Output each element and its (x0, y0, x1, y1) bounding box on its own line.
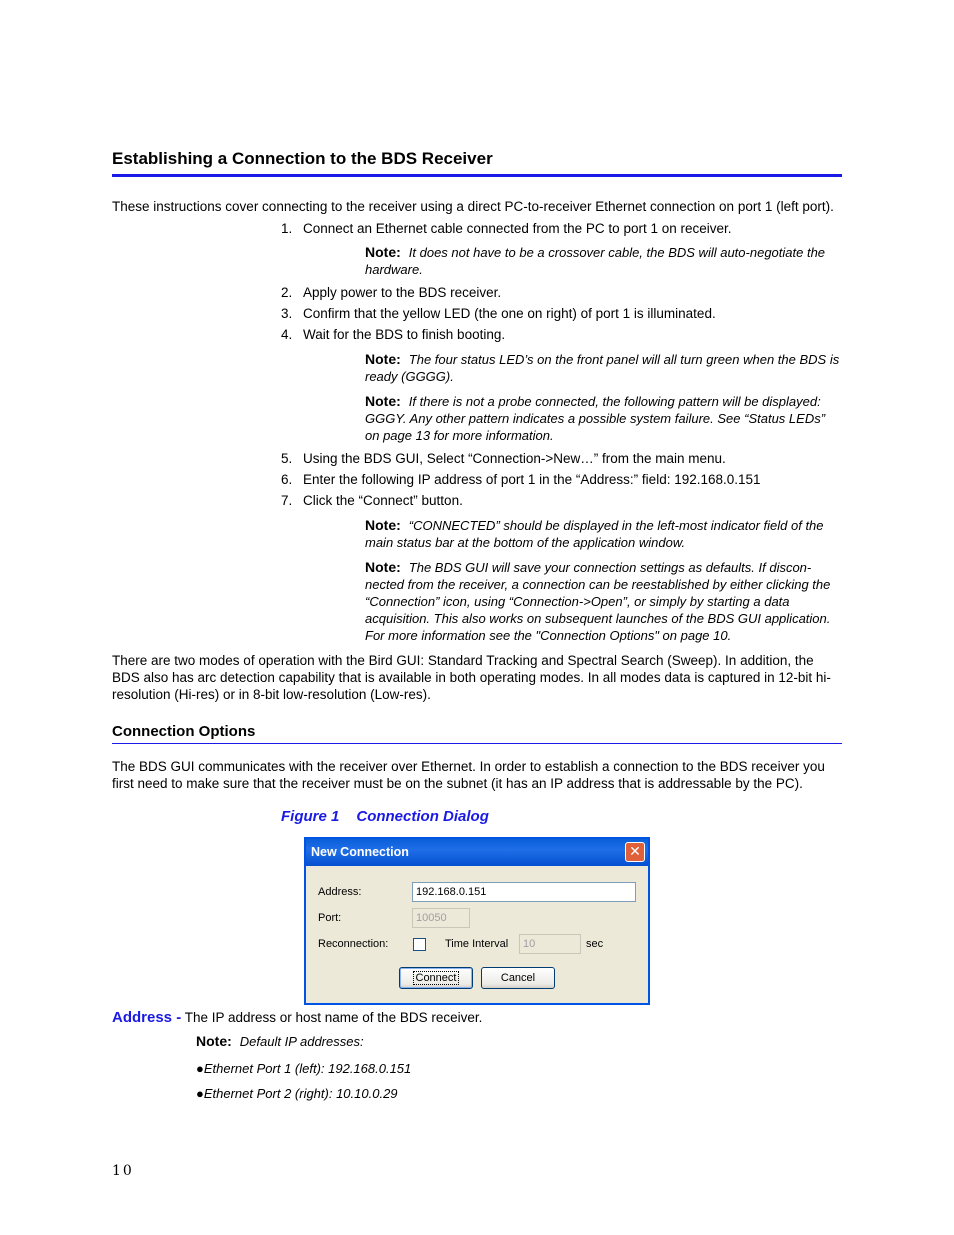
list-item: ●Ethernet Port 2 (right): 10.10.0.29 (196, 1086, 398, 1101)
step-1: 1. Connect an Ethernet cable connected from the PC to port 1 on receiver. (281, 221, 732, 236)
heading-rule (112, 174, 842, 177)
time-interval-input[interactable] (519, 934, 581, 954)
note-6: Note: Default IP addresses: (196, 1033, 364, 1049)
port-input[interactable] (412, 908, 470, 928)
intro-paragraph: These instructions cover connecting to the receiver using a direct PC-to-receiver Ethernet connection on port 1 (left port). (112, 199, 834, 214)
port-label: Port: (318, 912, 342, 924)
connect-button[interactable]: Connect (399, 967, 473, 989)
step-2: 2. Apply power to the BDS receiver. (281, 285, 502, 300)
connection-dialog (304, 837, 650, 1005)
reconnection-checkbox[interactable] (413, 938, 426, 951)
step-7: 7. Click the “Connect” button. (281, 493, 463, 508)
subheading-rule (112, 743, 842, 744)
page-number: 10 (112, 1163, 134, 1179)
step-6: 6. Enter the following IP address of port 1 in the “Address:” field: 192.168.0.151 (281, 472, 761, 487)
note-5: Note: The BDS GUI will save your connection settings as defaults. If discon-nected from the receiver, a connection can be reestablished by either clicking the “Connection” icon, using “Connection->Open”, or simply by starting a data acquisition. This also works on subsequent launches of the BDS GUI application. For more information see the "Connection Options" on page 10. (365, 559, 831, 643)
note-3: Note: If there is not a probe connected, the following pattern will be displayed: GGGY. Any other pattern indicates a possible system failure. See “Status LEDs” on page 13 for more information. (365, 393, 826, 443)
step-5: 5. Using the BDS GUI, Select “Connection->New…” from the main menu. (281, 451, 726, 466)
figure-caption: Figure 1 Connection Dialog (281, 808, 489, 825)
time-interval-label: Time Interval (445, 938, 509, 950)
dialog-titlebar[interactable] (306, 839, 648, 866)
reconnection-label: Reconnection: (318, 938, 389, 950)
step-4: 4. Wait for the BDS to finish booting. (281, 327, 506, 342)
note-2: Note: The four status LED’s on the front panel will all turn green when the BDS is ready (GGGG). (365, 351, 840, 384)
modes-paragraph: There are two modes of operation with the Bird GUI: Standard Tracking and Spectral Search (Sweep). In addition, the BDS also has arc detection capability that is available in both operating modes. In all modes data is captured in 12-bit hi-resolution (Hi-res) or in 8-bit low-resolution (Low-res). (112, 653, 831, 702)
subheading: Connection Options (112, 723, 256, 740)
cancel-button[interactable]: Cancel (481, 967, 555, 989)
address-definition: Address - The IP address or host name of the BDS receiver. (112, 1009, 483, 1026)
sec-label: sec (586, 938, 604, 950)
dialog-title: New Connection (311, 845, 409, 859)
step-3: 3. Confirm that the yellow LED (the one on right) of port 1 is illuminated. (281, 306, 716, 321)
section-heading: Establishing a Connection to the BDS Receiver (112, 149, 493, 168)
note-1: Note: It does not have to be a crossover cable, the BDS will auto-negotiate the hardware. (365, 244, 826, 277)
options-paragraph: The BDS GUI communicates with the receiver over Ethernet. In order to establish a connection to the BDS receiver you first need to make sure that the receiver must be on the subnet (it has an IP address that is addressable by the PC). (112, 759, 825, 791)
address-input[interactable] (412, 882, 636, 902)
address-label: Address: (318, 886, 362, 898)
list-item: ●Ethernet Port 1 (left): 192.168.0.151 (196, 1061, 412, 1076)
bullet-icon: ● (196, 1086, 204, 1101)
close-icon[interactable]: ✕ (625, 842, 645, 862)
note-4: Note: “CONNECTED” should be displayed in the left-most indicator field of the main status bar at the bottom of the application window. (365, 517, 824, 550)
bullet-icon: ● (196, 1061, 204, 1076)
